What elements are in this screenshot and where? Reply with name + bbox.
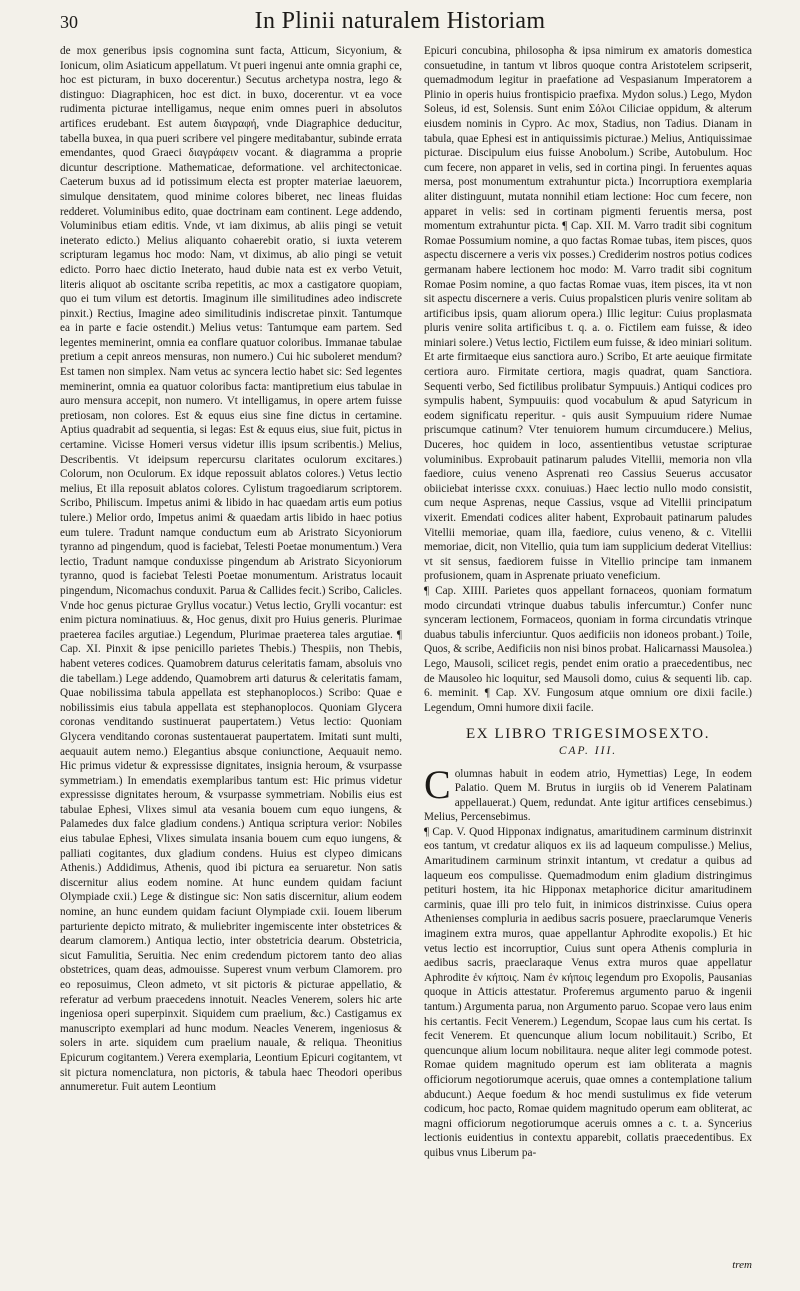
- catchword: trem: [732, 1259, 752, 1271]
- section-heading: EX LIBRO TRIGESIMOSEXTO.: [465, 726, 711, 743]
- right-column: [424, 44, 752, 1161]
- drop-cap: C: [424, 761, 451, 807]
- right-column-text-2: ¶ Cap. XIIII. Parietes quos appellant fornaceos, quoniam formatum modo circundati vtrinque duabus tabulis infercumtur.) Confer nunc synceram lectionem, Formaceos, quoniam in forma circundatis vtrinque duabus tabulis inferciuntur. Quos aedificiis non idoneos probant.) Toile, Quos, & scribe, Aedificiis non nisi binos probat. Halicarnassi Mausolea.) Lego, Mausoli, scilicet regis, pendet enim oratio a praecedentibus, nec de Mausoleo hic loquitur, sed Mausoli domo, cuius & sequenti lib. cap. 6. meminit. ¶ Cap. XV. Fungosum atque omnium ore dixii facile.) Legendum, Omni humore dixii facile.: [424, 584, 752, 714]
- left-column: [60, 44, 402, 1095]
- right-column-text-3: ¶ Cap. V. Quod Hipponax indignatus, amaritudinem carminum distrinxit eos tantum, vt credatur aliquos ex iis ad laqueum compulisse.) Melius, Amaritudinem carminum strinxit intantum, vt credatur a quibus ad laqueum eos compulisse. Quemadmodum enim gladium distringimus petituri hostem, ita hic Hipponax metaphorice dicitur amaritudinem carminis, quae illi pro telo fuit, in inimicos distrinxisse. Cuius opera Athenienses compluria in aedibus sacris posuere, praeclarumque Veneris imaginem extra muros, quae appellantur Aphrodite exopolis.) Et hic vetus lectio est incorruptior, Cuius sunt opera Athenis compluria in aedibus sacris, praeclaraque Venus extra muros quae appellatur Aphrodite ἐν κήποις. Nam ἐν κήποις legendum pro Exopolis, Pausanias quoque in Atticis attestatur. Proferemus argumento paruo & ingenii tantum.) Argumenta parua, non Argumento paruo. Scopae vero laus enim his certantis. Fecit Venerem.) Legendum, Scopae laus cum his certat. Is fecit Venerem. Et quencunque alium locum nobilitauit.) Scribo, Et quencunque alium locum nobilitaura. neque aliter legi commode potest. Romae quidem magnitudo operum est iam obliterata a magnis officiorum negotiorumque aceruis, quae omnes a contemplatione talium abducunt.) Aeque foedum & hoc mendi sustulimus ex fide veterum codicum, hoc pacto, Romae quidem magnitudo operum eam obliterat, ac magni officiorum negotiorumque aceruis omnes a c. t. a. Syncerius lectionis euidentius in contextu apparebit, collatis praecedentibus. Ex quibus vnus Liberum pa-: [424, 825, 752, 1159]
- chapter-opening: [424, 761, 752, 825]
- left-column-text: de mox generibus ipsis cognomina sunt facta, Atticum, Sicyonium, & Ionicum, olim Asiaticum appellatum. Vt pueri ingenui ante omnia graphi ce, hoc est picturam, in buxo docerentur.) Secutus archetypa nostra, lego & distinguo: Diagraphicen, hoc est dict. in buxo, docerentur. vt ea voce rudimenta picturae intelligamus, neque enim omnes pueri in absolutos artifices erudebant. Est autem διαγραφή, vnde Diagraphice deducitur, tabella buxea, in qua pueri scribere vel pingere meditabantur, subinde errata emendantes, quod Graeci διαγράφειν vocant. & diagramma a proprie dicuntur descriptione. Mathematicae, deformatione. vel architectonicae. Caeterum buxus ad id potissimum electa est propter materiae laeuorem, simulque densitatem, quod minime colores biberet, nec lineas fluidas redderet. Voluminibus edito, quae doctrinam eam continent. Lege addendo, Voluminibus etiam editis. Vnde, vt iam diximus, ab aliis pingi se vetuit ineterato edicto.) Melius aliquanto cohaerebit oratio, si iuxta veterem scripturam legamus hoc modo: Nam, vt diximus, ab alio pingi se vetuit edicto. Porro haec dictio Ineterato, haud dubie nata est ex verbo Vetuit, literis aliquot ab oscitante scriba repetitis, ac mox a castigatore quopiam, quo ei tum vilum est detortis. Imaginum ille similitudines adeo indiscrete pinxit.) Rectius, Imagine adeo similitudinis indiscretae pinxit. Tantumque ea in parte e facie ostendit.) Melius vetus: Tantumque eam partem. Sed legentes meminerint, omnia ea conflare quatuor coloribus. Immanae tabulae pretium a cepit anreos mensuras, non numero.) Cui hic suboleret mendum? Est tamen non simplex. Nam vetus ac syncera lectio habet sic: Sed legentes meminerint, omnia ea quatuor coloribus facta: mantipretium eius tabulae in auro mensura accepit, non numero. Vt intelligamus, in opere artem fuisse pretiosam, non colores. Est & equus eius sine fine dictus in certamine. Aptius quadrabit ad sequentia, si legas: Est & equus eius, siue fuit, pictus in certamine. Vicisse Homeri versus videtur illis ipsum scribentis.) Melius, Describentis. Vt ideipsum repercursu claritates oculorum excitares.) Colorum, non Oculorum. Ex idque repossuit ablatos colores.) Vetus lectio melius, Et illa reposuit ablatos colores. Cylistum tragoediarum scriptorem. Scribo, Philiscum. Impetus animi & libido in hac quaedam artis eum potius tulere.) Melior ordo, Impetus animi & quaedam artis libido in haec potius eum tulere. Tradunt namque conductum eum ab Aristrato Sicyoniorum tyranno ad pingendum, quod is faciebat, Telesti Poetae monumentum.) Vera lectio, Tradunt namque conduxisse pingendum ab Aristrato Sicyoniorum tyranno, quod is faciebat Telesti Poetae monumentum. Aristratus locauit pingendum, Nicomachus conduxit. Parua & Callides fecit.) Scribo, Calicles. Vnde hoc genus picturae Gryllus vocatur.) Vetus lectio, Grylli vocantur: est enim pictura nominatiuus. &, Hoc genus, dixit pro Huius generis. Plurimae praeterea faciles argutiae.) Legendum, Plurimae praeterea tales argutiae. ¶ Cap. XI. Pinxit & ipse penicillo parietes Thebis.) Thespiis, non Thebis, habent veteres codices. Quamobrem daturus celeritatis famam, absoluis vno die tabellam.) Lege addendo, Quamobrem arti daturus & celeritatis famam, Quae nobilissima tabula appellata est stephanoplocos.) Scribo: Quae e nobilissimis eius tabula appellata est stephanoplocos. Quoniam Glycera coronas venditando sustinuerat paupertatem.) Vetus lectio: Quoniam Glycera venditando coronas sustentauerat paupertatem. Imitati sunt multi, aequauit autem nemo.) Elegantius absque coniunctione, Aequauit nemo. Hic primus videtur & expressisse dignitates, insignia heroum, & vsurpasse symmetriam.) In emendatis exemplaribus tantum est: Hic primus videtur expressisse dignitates heroum, & vsurpasse symmetriam. Nobilis eius est tabulae Ephesi, Vlixes simul ata vesania bouem cum equo iungens, & Palamedes dux falce gladium condens.) Antiqua scriptura verior: Nobiles eius tabulae Ephesi, Vlixes simulata insania bouem cum equo iungens, & palliati cogitantes, dux gladium condens. Huius est clypeo dimicans Athenis.) Addidimus, Athenis, quod ibi pictura ea seruaretur. Non satis discernitur alius eodem nomine. At hunc eundem quidam faciunt Olympiade cxii.) Lege & distingue sic: Non satis discernitur, alium eodem nomine, an hunc eundem quidam faciunt Olympiade cxii. Iouem liberum parturiente depicto mitrato, & muliebriter ingemiscente inter obstetrices & dearum clamorem.) Antiqua lectio, inter obstetricia dearum. Obstetricia, sicut Famulitia, Seruitia. Nec enim credendum pictorem tanto deo alias obstetrices, quam deas, admouisse. Superest vnum verbum Clamorem. pro eo reposuimus, Cleon admeto, vt sit pictoris & picturae appellatio, & referatur ad verbum praecedens innotuit. Neacles Venerem, solers hic arte ingeniosa operi superpinxit. Siquidem cum praelium, &c.) Castigamus ex manuscripto exemplari ad hunc modum. Neacles Venerem, ingeniosus & solers in arte. siquidem cum praelium nauale, & reliqua. Theonitius Epicurum cogitantem.) Verera exemplaria, Leontium Epicuri cogitantem, vt sit pictura nomenclatura, non pictoris, & tabula haec Theodori operibus annumeretur. Fuit autem Leontium: [60, 45, 402, 1094]
- page-number: 30: [60, 12, 78, 32]
- right-column-text-1: Epicuri concubina, philosopha & ipsa nimirum ex amatoris domestica consuetudine, in tantum vt libros quoque contra Aristotelem scripserit, quemadmodum legitur in praefatione ad Vespasianum Imperatorem a Plinio in operis huius frontispicio praefixa. Mydon solus.) Lego, Mydon Soleus, id est, Solensis. Sunt enim Σόλοι Ciliciae oppidum, & alterum eiusdem nominis in Cypro. Ac mox, Stadius, non Tadius. Dianam in tabula, quae Ephesi est in antiquissimis picturae.) Melius, Antiquissimae picturae. Discipulum eius fuisse Anobolum.) Scribe, Autobulum. Hoc cum fecere, non apparet in velis, sed in cortina pingi. In feruentes aquas mersa, post monumentum extrahuntur picta.) Incorruptiora exemplaria aliter distinguunt, mutata nonnihil etiam lectione: Hoc cum fecere, non apparet in velis: sed in cortinam pigmenti feruentis mersa, post momentum extrahuntur picta. ¶ Cap. XII. M. Varro tradit sibi cognitum Romae Possumium nomine, a quo factas Romae tubas, item pisces, quos aspectu discernere a veris vix posses.) Crediderim nostros potius codices germanam habere lectionem hoc modo: M. Varro tradit sibi cognitum Romae Posim nomine, a quo factas Romae vuas, item pisces, ita vt non sit aspectu discernere a veris. Cuius propalsticen pluris venire solitam ab artificibus ipsis, quam aliorum opera.) Illic legitur: Cuius proplasmata pluris venire solita artificibus t. q. a. o. Fictilem eam fuisse, & ideo miniari solere.) Vetus lectio, Fictilem eum fuisse, & ideo miniari solitum. Et arte firmitaeque eius sanctiora auro.) Scribo, Et arte aeuique firmitate certiora auro. Firmitate certiora, magis quadrat, quam Sanctiora. Sequenti verbo, Sed fictilibus prolibatur Sympuuis.) Antiqui codices pro sympulis habent, Sympuuiis: quod vocabulum & apud Satyricum in eodem significatu reperitur. - quis ausit Sympuuium ridere Numae priscumque catinum? Vter tenuiorem humum circumducere.) Melius, Duceres, hoc quidem in loco, assentientibus vetustae scripturae voluminibus. Exprobauit patinarum paludes Vitellii, memoria non vlla faediore, cuius veneno Asprenati reo Cassius Seuerus accusator obiiciebat interisse cxxx. conuiuas.) Haec lectio nullo modo consistit, cum neque Asprenas, neque Cassius, vsque ad Vitellii principatum vixerit. Emendati codices aliter habent, Exprobauit patinarum paludes Vitellii memoriae, quam illa, faediore, cuius veneno, & c. Vitellii memoriae, dicit, non Vitellio, quia tum iam supplicium dederat Vitellius: vt sit sensus, faediorem fuisse in Vitellio principe tam inmanem profusionem, quam in Asprenate priuato veneficium.: [424, 45, 752, 583]
- running-head: In Plinii naturalem Historiam: [254, 8, 546, 34]
- chapter-opening-text: olumnas habuit in eodem atrio, Hymettias) Lege, In eodem Palatio. Quem M. Brutus in iurgiis ob id Venerem Palatinam appellauerat.) Quem, redundat. Ante igitur artifices censebimus.) Melius, Percensebimus.: [424, 767, 752, 824]
- chapter-label: CAP. III.: [558, 744, 618, 757]
